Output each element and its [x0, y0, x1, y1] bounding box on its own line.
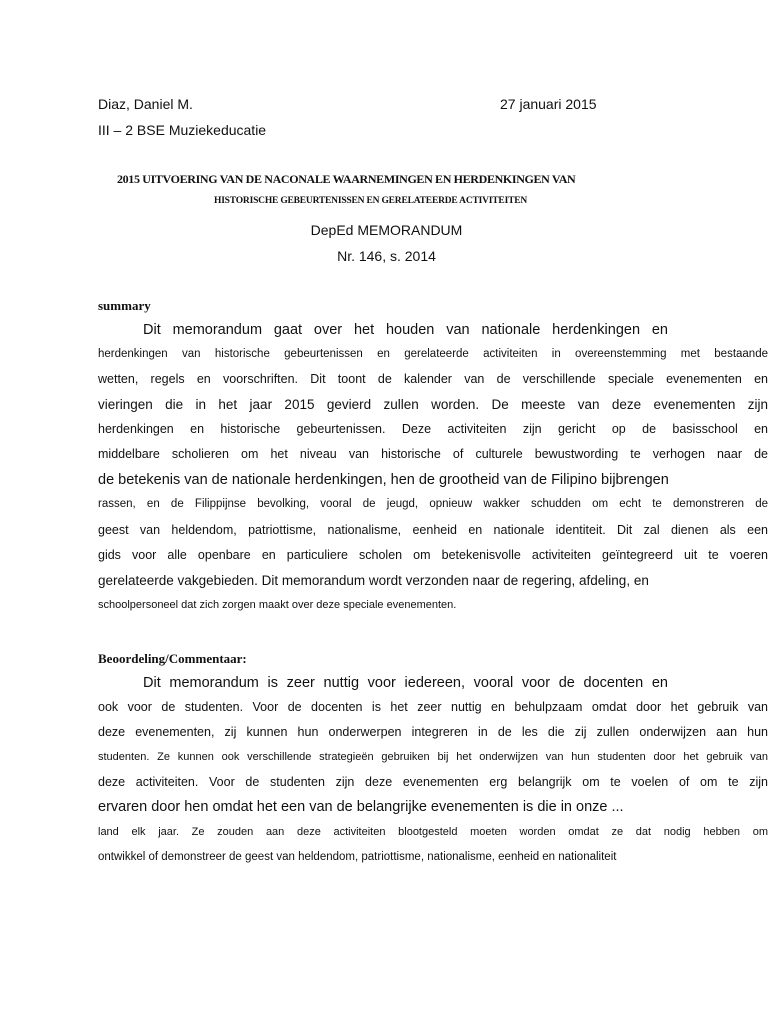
review-line: deze evenementen, zij kunnen hun onderwerpen integreren in de les die zij zullen onderwijzen aan hun: [98, 725, 768, 739]
review-line: ook voor de studenten. Voor de docenten is het zeer nuttig en behulpzaam omdat door het gebruik van: [98, 700, 768, 714]
document-date: 27 januari 2015: [500, 96, 597, 112]
memo-number: Nr. 146, s. 2014: [337, 248, 436, 264]
review-line: deze activiteiten. Voor de studenten zijn deze evenementen erg belangrijk om te voelen of om te zijn: [98, 775, 768, 789]
summary-line: de betekenis van de nationale herdenkingen, hen de grootheid van de Filipino bijbrengen: [98, 472, 669, 488]
summary-line: middelbare scholieren om het niveau van historische of culturele bewustwording te verhogen naar de: [98, 447, 768, 461]
summary-line: herdenkingen van historische gebeurtenissen en gerelateerde activiteiten in overeenstemming met bestaande: [98, 348, 768, 360]
document-title: 2015 UITVOERING VAN DE NACONALE WAARNEMINGEN EN HERDENKINGEN VAN: [117, 172, 576, 186]
review-line: land elk jaar. Ze zouden aan deze activiteiten blootgesteld moeten worden omdat ze dat nodig hebben om: [98, 826, 768, 838]
summary-line: herdenkingen en historische gebeurtenissen. Deze activiteiten zijn gericht op de basisschool en: [98, 422, 768, 436]
review-line: ervaren door hen omdat het een van de belangrijke evenementen is die in onze ...: [98, 799, 624, 815]
summary-line: vieringen die in het jaar 2015 gevierd zullen worden. De meeste van deze evenementen zijn: [98, 397, 768, 412]
memo-label: DepEd MEMORANDUM: [310, 222, 463, 238]
document-subtitle: HISTORISCHE GEBEURTENISSEN EN GERELATEERDE ACTIVITEITEN: [214, 196, 528, 206]
review-line: studenten. Ze kunnen ook verschillende strategieën gebruiken bij het onderwijzen van hun studenten door het gebruik van: [98, 751, 768, 763]
review-line: ontwikkel of demonstreer de geest van heldendom, patriottisme, nationalisme, eenheid en nationaliteit: [98, 851, 617, 863]
summary-line: schoolpersoneel dat zich zorgen maakt over deze speciale evenementen.: [98, 599, 457, 611]
summary-line: gerelateerde vakgebieden. Dit memorandum wordt verzonden naar de regering, afdeling, en: [98, 573, 649, 588]
summary-heading: summary: [98, 298, 151, 313]
summary-line: gids voor alle openbare en particuliere scholen om betekenisvolle activiteiten geïntegreerd uit te voeren: [98, 548, 768, 562]
review-line: Dit memorandum is zeer nuttig voor iedereen, vooral voor de docenten en: [143, 675, 668, 691]
author-name: Diaz, Daniel M.: [98, 96, 193, 112]
review-heading: Beoordeling/Commentaar:: [98, 651, 247, 666]
summary-line: geest van heldendom, patriottisme, nationalisme, eenheid en nationale identiteit. Dit zal dienen als een: [98, 523, 768, 537]
summary-line: wetten, regels en voorschriften. Dit toont de kalender van de verschillende speciale evenementen en: [98, 372, 768, 386]
summary-line: rassen, en de Filippijnse bevolking, vooral de jeugd, opnieuw wakker schudden om echt te demonstreren de: [98, 498, 768, 510]
summary-line: Dit memorandum gaat over het houden van nationale herdenkingen en: [143, 322, 668, 338]
course-info: III – 2 BSE Muziekeducatie: [98, 122, 267, 138]
